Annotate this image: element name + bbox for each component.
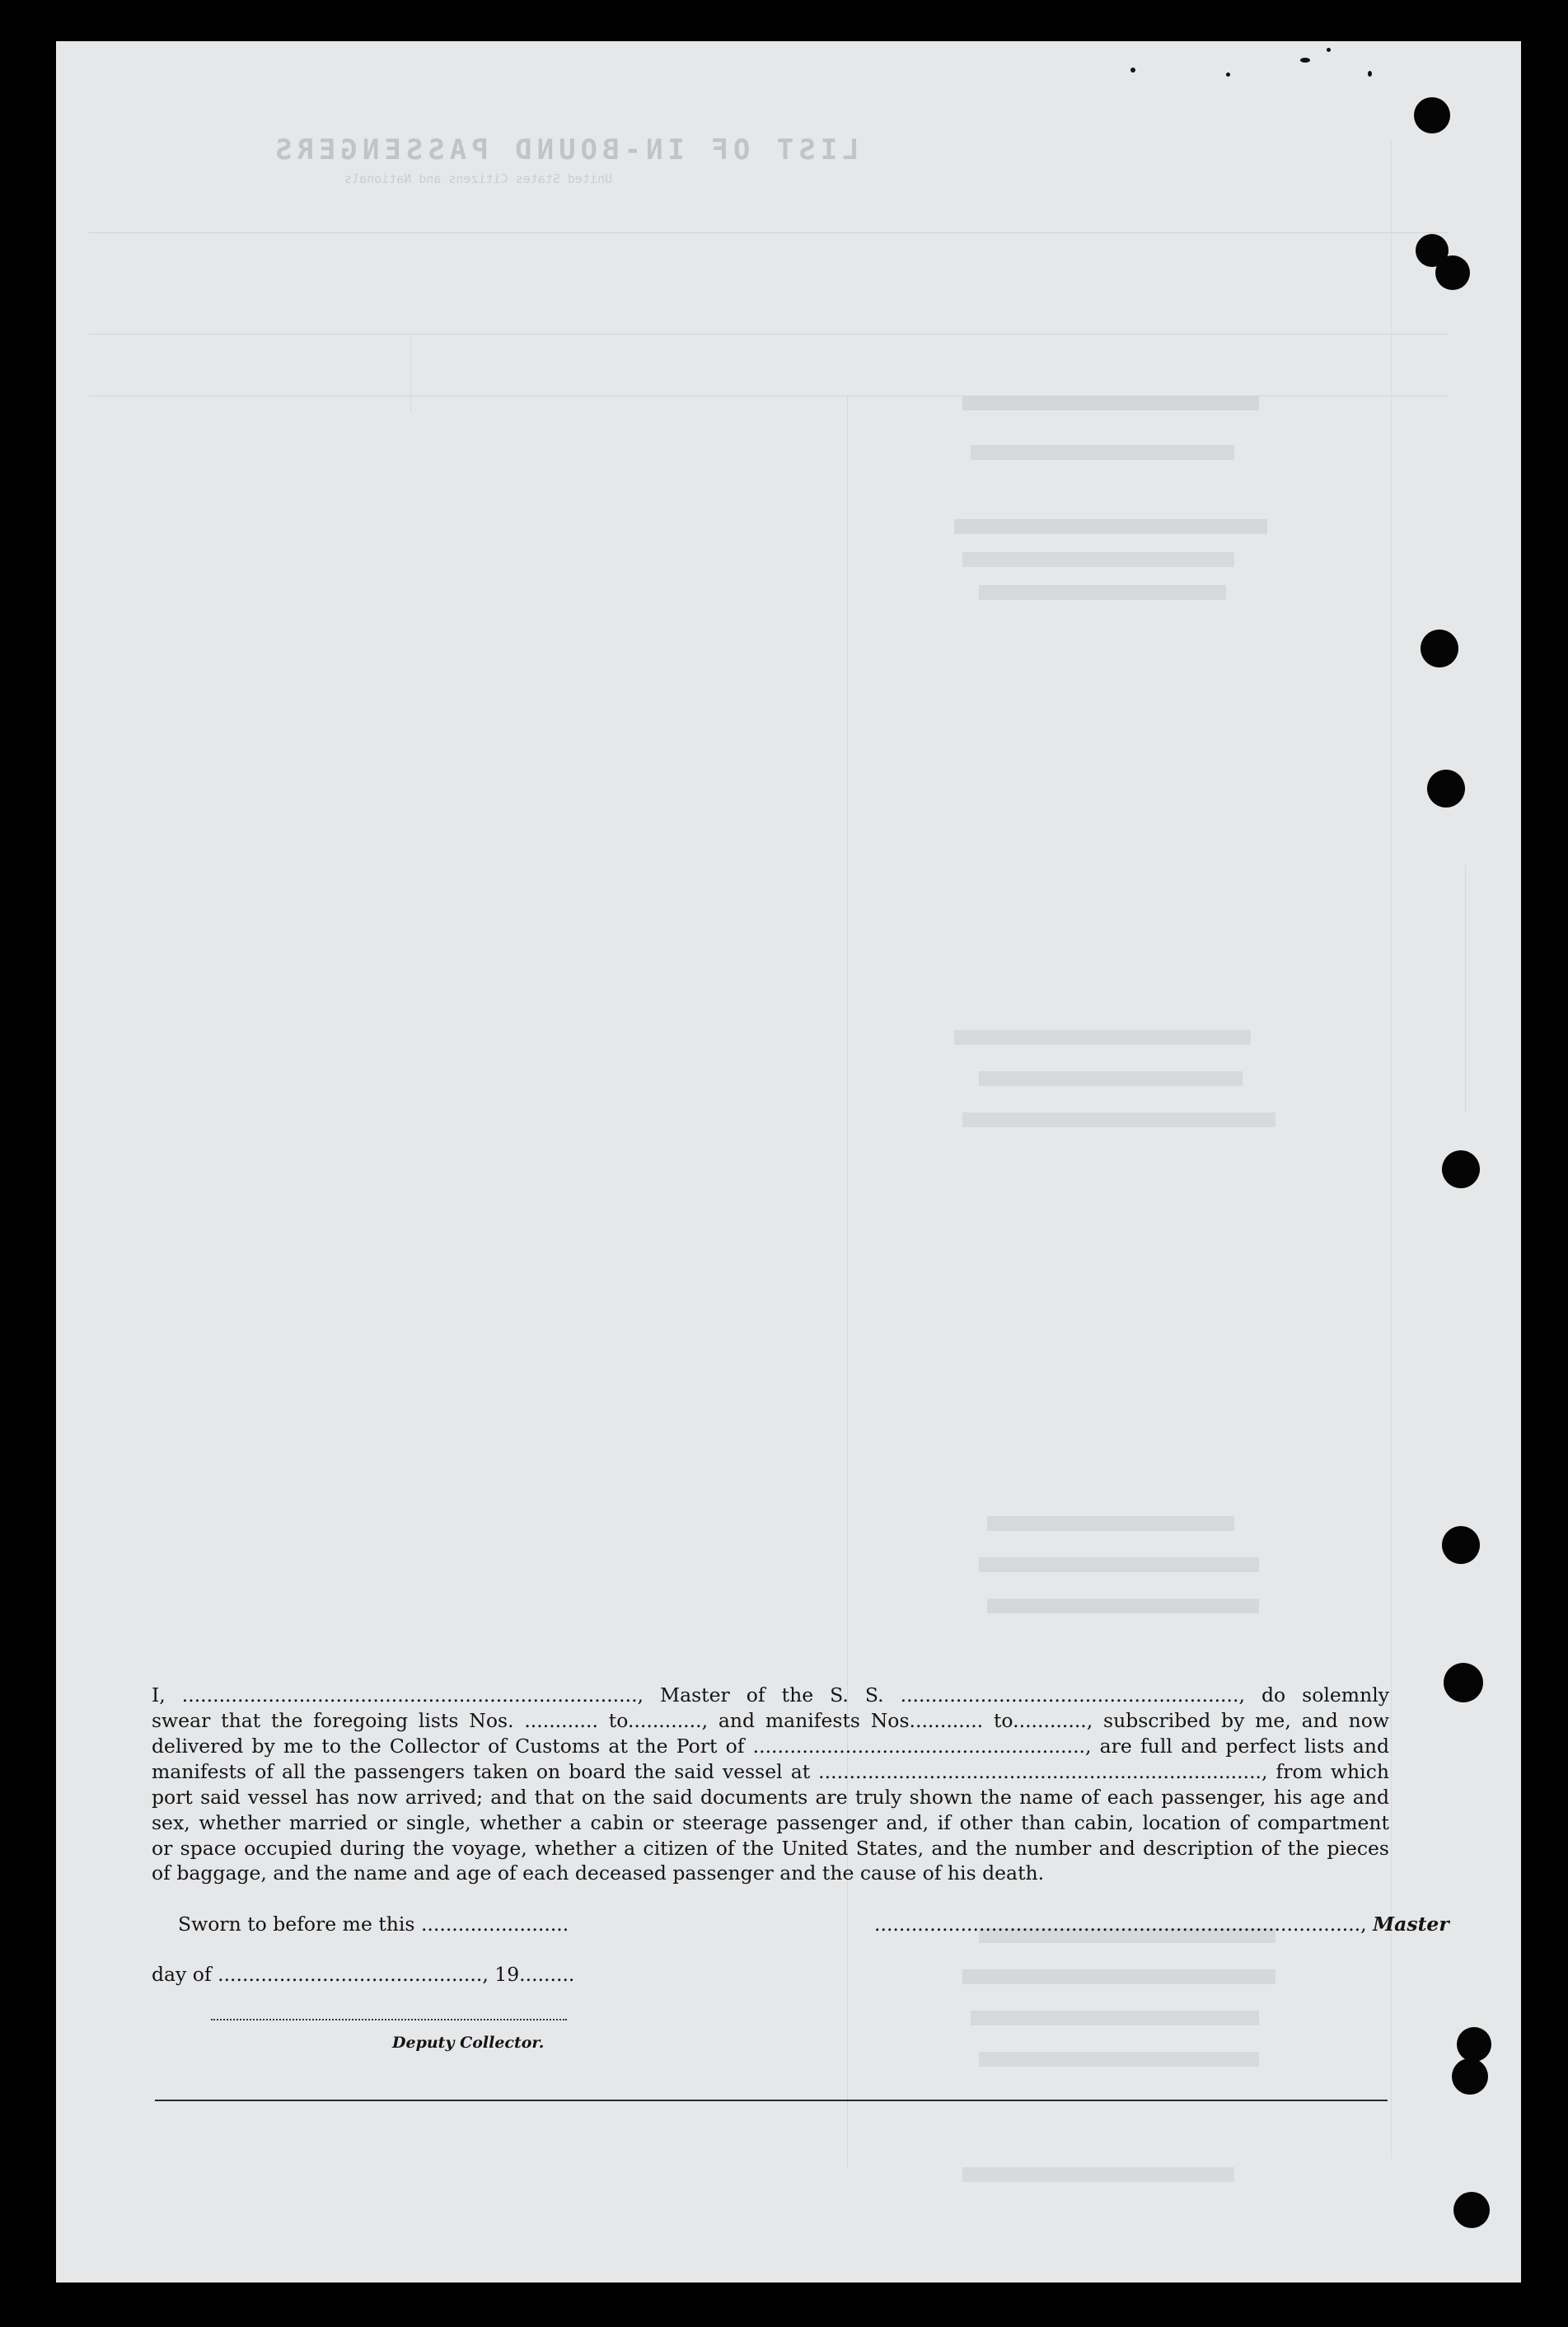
document-page [56,41,1521,2283]
punch-hole [1414,97,1450,133]
oath-line: sex, whether married or single, whether a cabin or steerage passenger and, if other than cabin, location of compartment [152,1811,1389,1834]
bleed-through-subtitle: United States Citizens and Nationals [344,171,613,186]
punch-hole [1427,770,1465,808]
master-dots: ..............................................................................., [874,1913,1367,1936]
punch-hole [1452,2058,1488,2095]
bleed-rule [410,338,411,412]
bleed-text-block [987,1599,1259,1613]
bleed-text-block [954,519,1267,534]
deputy-collector-label: Deputy Collector. [392,2034,545,2052]
deputy-signature-dots [211,2019,567,2020]
oath-line: manifests of all the passengers taken on board the said vessel at ........................................................................, from which [152,1760,1389,1783]
punch-hole [1457,2027,1491,2062]
punch-hole [1421,630,1458,667]
oath-paragraph [152,1683,1389,1861]
oath-line: or space occupied during the voyage, whether a citizen of the United States, and the number and description of the pieces [152,1837,1389,1860]
bleed-text-block [962,396,1259,410]
bleed-text-block [979,1071,1243,1086]
punch-hole [1453,2192,1490,2228]
bleed-through-title: LIST OF IN-BOUND PASSENGERS [270,133,859,166]
master-label: Master [1373,1913,1449,1936]
bleed-text-block [971,445,1234,460]
bleed-text-block [962,2167,1234,2182]
day-line: day of ..........................................., 19......... [152,1963,575,1986]
bleed-text-block [962,552,1234,567]
bleed-text-block [979,585,1226,600]
bleed-rule [1465,865,1466,1112]
bleed-rule [89,232,1449,233]
punch-hole [1442,1526,1480,1564]
bleed-text-block [962,1112,1275,1127]
speck [1368,71,1372,77]
oath-line: swear that the foregoing lists Nos. ............ to............, and manifests Nos............ to............, subscribed by me, and now [152,1709,1389,1732]
oath-line: I, .........................................................................., Master of the S. S. ......................................................., do solemnly [152,1683,1389,1707]
speck [1226,73,1230,77]
speck [1327,48,1331,52]
bleed-rule [847,396,848,2167]
bleed-rule [89,334,1449,335]
bleed-text-block [987,1516,1234,1531]
bleed-rule [1391,140,1392,2159]
bleed-text-block [962,1969,1275,1984]
bleed-text-block [979,2052,1259,2067]
bottom-rule [155,2100,1388,2101]
bleed-text-block [979,1557,1259,1572]
bleed-text-block [954,1030,1251,1045]
oath-line: delivered by me to the Collector of Customs at the Port of ......................................................, are full and perfect lists and [152,1735,1389,1758]
speck [1300,58,1310,63]
oath-line-last: of baggage, and the name and age of each deceased passenger and the cause of his death. [152,1861,1045,1885]
punch-hole [1444,1663,1483,1702]
sworn-line: Sworn to before me this ........................ [178,1913,569,1936]
oath-line: port said vessel has now arrived; and that on the said documents are truly shown the name of each passenger, his age and [152,1786,1389,1809]
master-signature-line [874,1913,1449,1936]
punch-hole [1442,1150,1480,1188]
bleed-text-block [971,2011,1259,2025]
punch-hole [1435,255,1470,290]
speck [1130,68,1135,73]
